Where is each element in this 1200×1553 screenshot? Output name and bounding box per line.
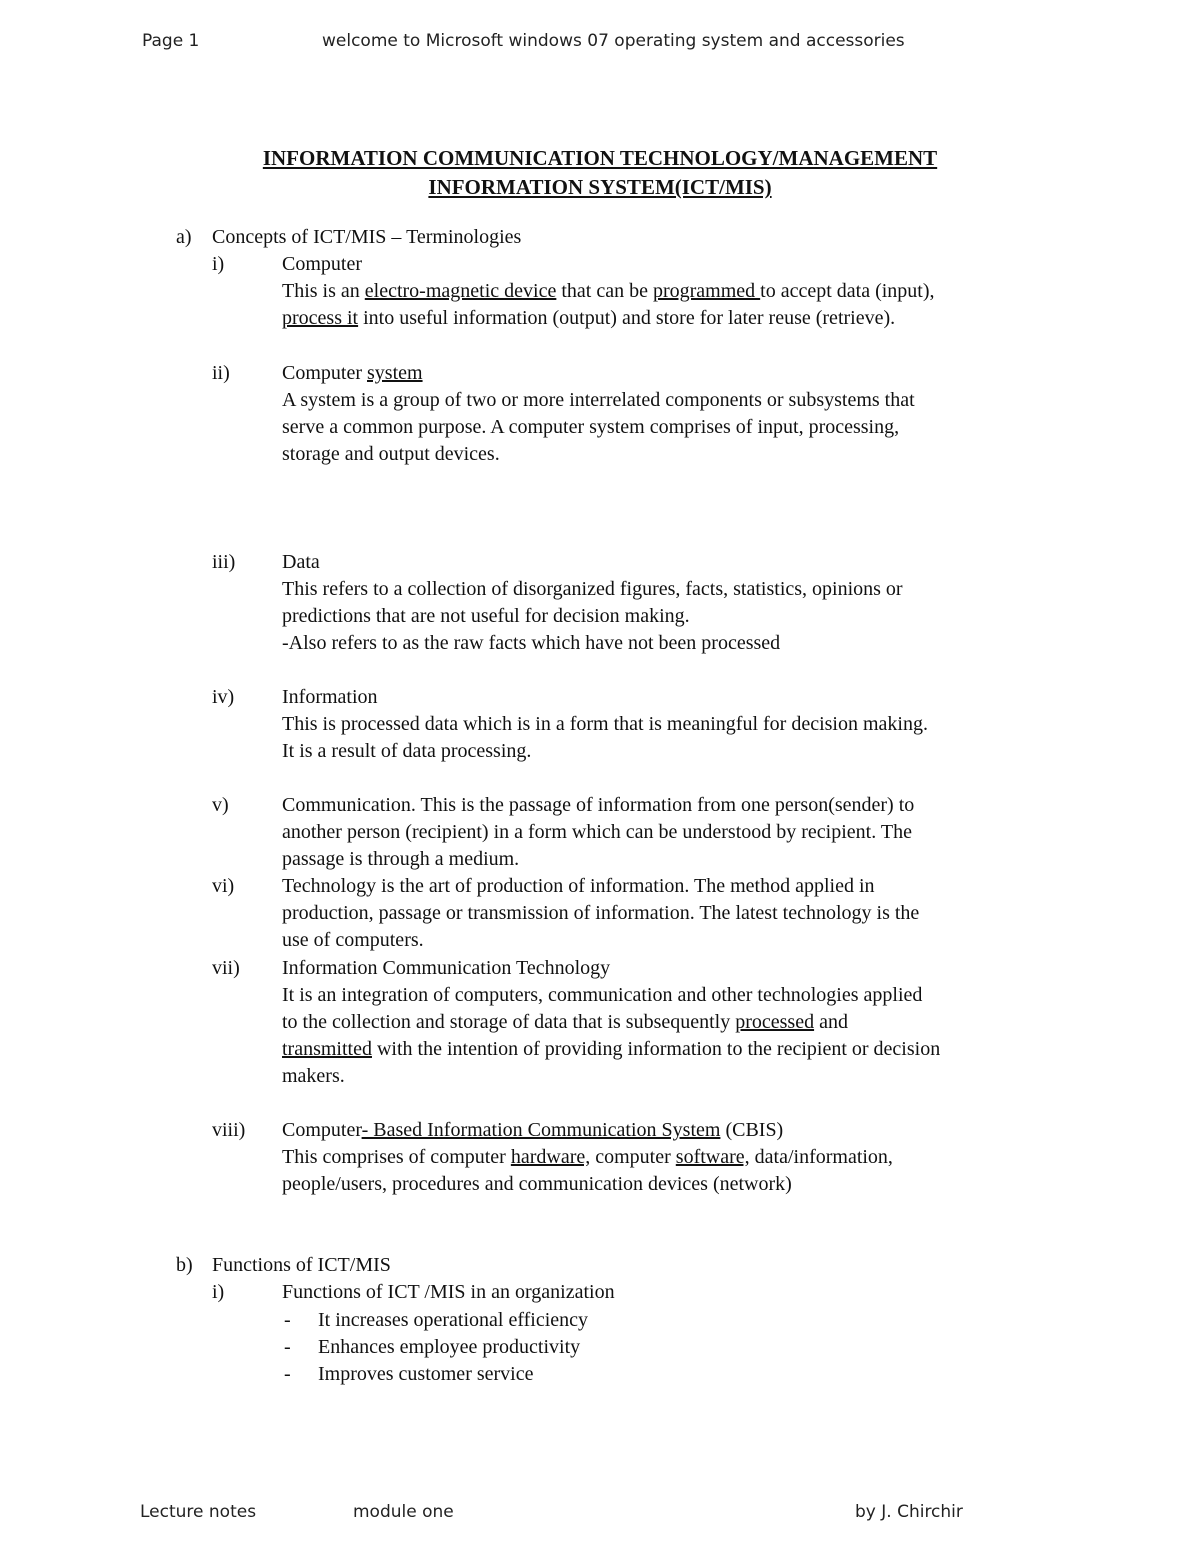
item-iv-line-1: This is processed data which is in a form that is meaningful for decision making. [282, 713, 928, 735]
item-i-number: i) [212, 253, 225, 275]
item-vi-line-2: production, passage or transmission of information. The latest technology is the [282, 902, 920, 924]
item-vii-line-1: It is an integration of computers, communication and other technologies applied [282, 984, 923, 1006]
item-v-line-2: another person (recipient) in a form which can be understood by recipient. The [282, 821, 912, 843]
document-title-line-2: INFORMATION SYSTEM(ICT/MIS) [428, 175, 772, 199]
item-iii-line-2: predictions that are not useful for decision making. [282, 605, 690, 627]
footer-right: by J. Chirchir [855, 1502, 963, 1522]
bullet-text: Improves customer service [318, 1363, 534, 1385]
section-a-label: a) [176, 226, 192, 248]
item-v-number: v) [212, 794, 229, 816]
item-iii-term: Data [282, 551, 320, 573]
item-ii-line-1: A system is a group of two or more interrelated components or subsystems that [282, 389, 915, 411]
item-v-line-3: passage is through a medium. [282, 848, 520, 870]
section-b-label: b) [176, 1254, 193, 1276]
item-ii-line-2: serve a common purpose. A computer system comprises of input, processing, [282, 416, 900, 438]
item-vi-line-3: use of computers. [282, 929, 424, 951]
header-title: welcome to Microsoft windows 07 operating system and accessories [322, 31, 905, 51]
document-title-line-1: INFORMATION COMMUNICATION TECHNOLOGY/MANAGEMENT [262, 146, 938, 170]
section-b-heading: Functions of ICT/MIS [212, 1254, 391, 1276]
bullet-dash: - [284, 1309, 291, 1331]
item-viii-line-2: people/users, procedures and communication devices (network) [282, 1173, 792, 1195]
section-b-item-i-number: i) [212, 1281, 225, 1303]
item-vii-line-2: to the collection and storage of data that is subsequently processed and [282, 1011, 848, 1033]
item-viii-term: Computer- Based Information Communication System (CBIS) [282, 1119, 784, 1141]
footer-left: Lecture notes [140, 1502, 257, 1522]
item-i-line-1: This is an electro-magnetic device that can be programmed to accept data (input), [282, 280, 935, 302]
item-viii-number: viii) [212, 1119, 246, 1141]
bullet-dash: - [284, 1363, 291, 1385]
item-iii-line-3: -Also refers to as the raw facts which have not been processed [282, 632, 781, 654]
item-iii-number: iii) [212, 551, 236, 573]
item-ii-number: ii) [212, 362, 230, 384]
footer-middle: module one [353, 1502, 454, 1522]
item-iv-number: iv) [212, 686, 235, 708]
item-vii-term: Information Communication Technology [282, 957, 611, 979]
section-a-heading: Concepts of ICT/MIS – Terminologies [212, 226, 522, 248]
item-v-line-1: Communication. This is the passage of information from one person(sender) to [282, 794, 915, 816]
item-vii-number: vii) [212, 957, 240, 979]
header-page-number: Page 1 [142, 31, 200, 51]
bullet-dash: - [284, 1336, 291, 1358]
item-vii-line-3: transmitted with the intention of providing information to the recipient or decision [282, 1038, 941, 1060]
item-iii-line-1: This refers to a collection of disorganized figures, facts, statistics, opinions or [282, 578, 903, 600]
item-i-term: Computer [282, 253, 362, 275]
item-vii-line-4: makers. [282, 1065, 345, 1087]
section-b-item-i-term: Functions of ICT /MIS in an organization [282, 1281, 615, 1303]
item-iv-term: Information [282, 686, 378, 708]
item-vi-number: vi) [212, 875, 235, 897]
item-i-line-2: process it into useful information (output) and store for later reuse (retrieve). [282, 307, 896, 329]
item-iv-line-2: It is a result of data processing. [282, 740, 532, 762]
bullet-text: Enhances employee productivity [318, 1336, 581, 1358]
item-viii-line-1: This comprises of computer hardware, computer software, data/information, [282, 1146, 893, 1168]
item-ii-term: Computer system [282, 362, 423, 384]
bullet-text: It increases operational efficiency [318, 1309, 589, 1331]
item-vi-line-1: Technology is the art of production of information. The method applied in [282, 875, 875, 897]
item-ii-line-3: storage and output devices. [282, 443, 500, 465]
